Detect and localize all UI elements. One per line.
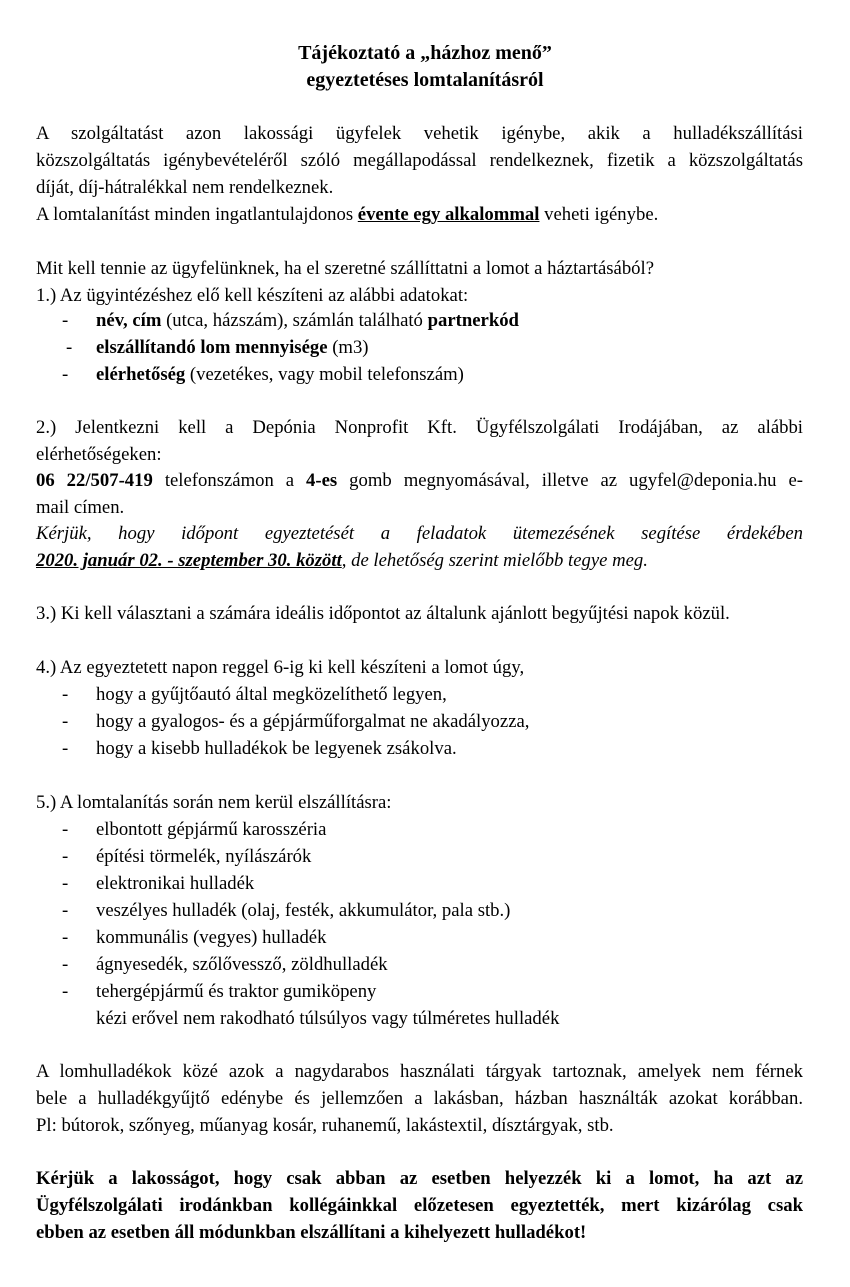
closing-line-3: ebben az esetben áll módunkban elszállítani a kihelyezett hulladékot! [36, 1222, 587, 1243]
step5-item-1: elbontott gépjármű karosszéria [96, 819, 327, 840]
step5-item-4: veszélyes hulladék (olaj, festék, akkumulátor, pala stb.) [96, 900, 511, 921]
step1-item-2-text: (m3) [327, 337, 369, 358]
step1-item-1 [96, 308, 519, 335]
step4-heading: 4.) Az egyeztetett napon reggel 6-ig ki kell készíteni a lomot úgy, [36, 657, 525, 678]
step1-item-3-dash: - [62, 364, 69, 385]
closing-line-2: Ügyfélszolgálati irodánkban kollégáinkkal előzetesen egyeztették, mert kizárólag csak [36, 1195, 803, 1216]
step2-line-1: 2.) Jelentkezni kell a Depónia Nonprofit Kft. Ügyfélszolgálati Irodájában, az alábbi [36, 417, 803, 438]
step5-item-6: ágnyesedék, szőlővessző, zöldhulladék [96, 954, 388, 975]
step5-item-2-dash: - [62, 846, 69, 867]
step5-heading: 5.) A lomtalanítás során nem kerül elszállításra: [36, 792, 392, 813]
definition-line-3: Pl: bútorok, szőnyeg, műanyag kosár, ruhanemű, lakástextil, dísztárgyak, stb. [36, 1115, 614, 1136]
intro-line-4-pre: A lomtalanítást minden ingatlantulajdonos [36, 204, 358, 225]
step5-item-2: építési törmelék, nyílászárók [96, 846, 312, 867]
step5-item-7-dash: - [62, 981, 69, 1002]
step5-item-6-dash: - [62, 954, 69, 975]
step4-item-3-dash: - [62, 738, 69, 759]
step1-item-3-text: (vezetékes, vagy mobil telefonszám) [185, 364, 464, 385]
step4-item-3: hogy a kisebb hulladékok be legyenek zsákolva. [96, 738, 457, 759]
step2-line-6-rest: , de lehetőség szerint mielőbb tegye meg. [341, 550, 648, 571]
step5-item-5-dash: - [62, 927, 69, 948]
step1-item-1-dash: - [62, 310, 69, 331]
step1-item-1-bold-2: partnerkód [427, 310, 519, 331]
question-line: Mit kell tennie az ügyfelünknek, ha el szeretné szállíttatni a lomot a háztartásából? [36, 258, 655, 279]
step2-line-3-text-1: telefonszámon a [152, 470, 307, 491]
step5-item-3-dash: - [62, 873, 69, 894]
definition-line-1: A lomhulladékok közé azok a nagydarabos használati tárgyak tartoznak, amelyek nem férnek [36, 1061, 803, 1082]
step2-line-3-text-2: gomb megnyomásával, illetve az ugyfel@deponia.hu e- [337, 470, 803, 491]
step2-line-6 [36, 548, 648, 575]
button-number: 4-es [306, 470, 338, 491]
step4-item-1: hogy a gyűjtőautó által megközelíthető legyen, [96, 684, 447, 705]
intro-line-3: díját, díj-hátralékkal nem rendelkeznek. [36, 177, 334, 198]
step1-item-2 [96, 335, 369, 362]
step2-line-4: mail címen. [36, 497, 125, 518]
step5-extra-item: kézi erővel nem rakodható túlsúlyos vagy túlméretes hulladék [96, 1008, 560, 1029]
step3-line: 3.) Ki kell választani a számára ideális időpontot az általunk ajánlott begyűjtési napok közül. [36, 603, 730, 624]
step4-item-2-dash: - [62, 711, 69, 732]
step5-item-1-dash: - [62, 819, 69, 840]
date-range: 2020. január 02. - szeptember 30. között [36, 550, 342, 571]
definition-line-2: bele a hulladékgyűjtő edénybe és jellemzően a lakásban, házban használták azokat korábban. [36, 1088, 803, 1109]
step5-item-7: tehergépjármű és traktor gumiköpeny [96, 981, 377, 1002]
step2-line-5: Kérjük, hogy időpont egyeztetését a feladatok ütemezésének segítése érdekében [36, 523, 803, 544]
intro-line-4-post: veheti igénybe. [539, 204, 659, 225]
closing-line-1: Kérjük a lakosságot, hogy csak abban az esetben helyezzék ki a lomot, ha azt az [36, 1168, 803, 1189]
intro-line-2: közszolgáltatás igénybevételéről szóló megállapodással rendelkeznek, fizetik a közszolgáltatás [36, 150, 803, 171]
intro-line-1: A szolgáltatást azon lakossági ügyfelek vehetik igénybe, akik a hulladékszállítási [36, 123, 803, 144]
step4-item-1-dash: - [62, 684, 69, 705]
document-title-line-1: Tájékoztató a „házhoz menő” [298, 42, 552, 64]
step2-line-3 [36, 468, 803, 495]
phone-number: 06 22/507-419 [36, 470, 153, 491]
step1-item-1-bold: név, cím [96, 310, 162, 331]
step1-item-3 [96, 362, 464, 389]
step2-line-2: elérhetőségeken: [36, 444, 162, 465]
step1-item-3-bold: elérhetőség [96, 364, 186, 385]
step4-item-2: hogy a gyalogos- és a gépjárműforgalmat ne akadályozza, [96, 711, 530, 732]
document-title-line-2: egyeztetéses lomtalanításról [306, 69, 544, 91]
step1-heading: 1.) Az ügyintézéshez elő kell készíteni az alábbi adatokat: [36, 285, 469, 306]
step5-item-3: elektronikai hulladék [96, 873, 255, 894]
step5-item-5: kommunális (vegyes) hulladék [96, 927, 327, 948]
step1-item-2-dash: - [66, 337, 73, 358]
intro-emphasis: évente egy alkalommal [357, 204, 540, 225]
step5-item-4-dash: - [62, 900, 69, 921]
intro-line-4 [36, 202, 658, 229]
step1-item-2-bold: elszállítandó lom mennyisége [96, 337, 328, 358]
step1-item-1-text: (utca, házszám), számlán található [161, 310, 428, 331]
